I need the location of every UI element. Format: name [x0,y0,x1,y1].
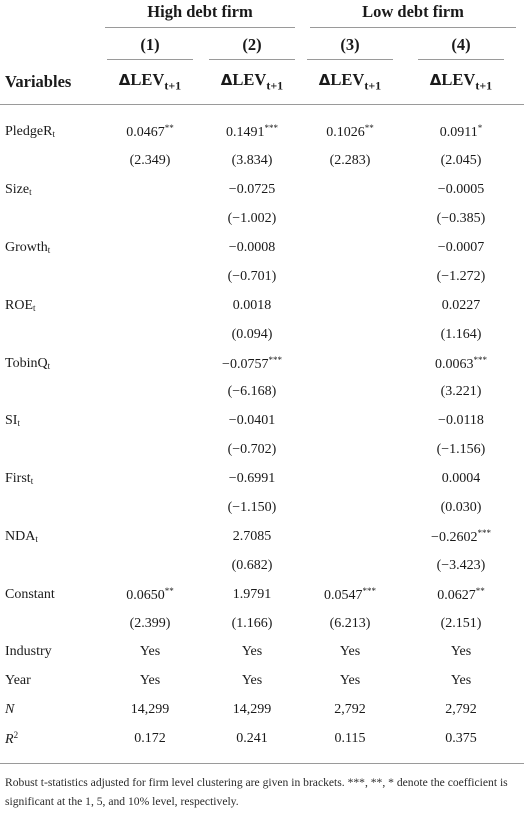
cell-value: 0.0018 [232,297,272,313]
value-cell [98,551,202,580]
value-cell [202,696,302,725]
value-cell [98,118,202,147]
variable-subscript: t [29,187,32,198]
table-row [0,494,524,523]
table-row [0,205,524,234]
cell-value: 14,299 [130,702,170,718]
value-cell [202,580,302,609]
cell-value: Yes [139,644,161,660]
variable-name-cell [0,609,98,638]
variable-subscript: t [47,360,51,371]
dependent-variable-4: $\Delta LEV_{t+1}$ [398,60,524,105]
cell-value: −0.0008 [228,240,276,255]
variable-name-cell [0,696,98,725]
dependent-variable-2: $\Delta LEV_{t+1}$ [202,60,302,105]
table-row [0,234,524,263]
table-row [0,320,524,349]
cell-value: (2.349) [129,153,171,169]
cell-value: 0.0227 [441,297,481,313]
cell-value: (−1.272) [436,268,486,284]
value-cell [98,465,202,494]
value-cell [302,667,398,696]
cell-value: −0.2602 [431,529,478,545]
cell-value: 0.0911 [439,125,478,141]
cell-value: Yes [241,673,263,689]
variable-subscript: t [33,302,36,313]
value-cell [398,638,524,667]
variable-name: PledgeR [5,124,53,140]
variable-subscript: t [17,418,20,429]
cell-value: 14,299 [232,702,272,718]
table-spacer [0,105,524,119]
value-cell [202,725,302,754]
cell-value: 0.1026 [326,125,365,141]
cell-value: −0.0005 [437,182,485,198]
value-cell [398,262,524,291]
table-row [0,638,524,667]
variable-name: Constant [5,586,55,602]
variable-name: R [5,732,14,748]
value-cell [398,494,524,523]
variable-name: TobinQ [5,355,48,371]
cell-value: (−0.701) [227,268,277,284]
variable-name: Growth [5,240,48,255]
value-cell [398,349,524,378]
cell-value: Yes [339,644,361,660]
cell-value: 2,792 [445,702,477,718]
value-cell [98,262,202,291]
cell-value: 0.0004 [441,471,481,487]
value-cell [202,638,302,667]
group-label-low-debt: Low debt firm [310,2,516,28]
table-bottom-rule [0,754,524,764]
value-cell [202,522,302,551]
value-cell [398,234,524,263]
value-cell [398,407,524,436]
table-row [0,580,524,609]
value-cell [202,407,302,436]
cell-value: −0.0007 [437,240,485,255]
significance-stars: ** [164,585,174,596]
dependent-variable-3: $\Delta LEV_{t+1}$ [302,60,398,105]
cell-value: −0.0757 [222,356,269,372]
value-cell [398,118,524,147]
value-cell [202,262,302,291]
value-cell [98,638,202,667]
variable-name: First [5,471,31,487]
cell-value: 0.115 [334,731,366,747]
cell-value: (3.221) [440,384,482,400]
value-cell [398,609,524,638]
cell-value: 0.0627 [437,587,476,603]
variable-name-cell [0,234,98,263]
cell-value: (−0.385) [436,211,486,227]
variable-name-cell [0,205,98,234]
value-cell [98,291,202,320]
cell-value: (3.834) [231,153,273,169]
cell-value: (2.151) [440,615,482,631]
value-cell [302,320,398,349]
cell-value: 0.0467 [126,125,165,141]
value-cell [302,291,398,320]
cell-value: 0.241 [236,731,268,747]
value-cell [98,205,202,234]
table-row [0,522,524,551]
column-number-1: (1) [98,30,202,60]
variable-name-cell [0,725,98,754]
value-cell [302,696,398,725]
significance-stars: *** [268,354,282,365]
value-cell [302,378,398,407]
value-cell [302,494,398,523]
value-cell [302,407,398,436]
cell-value: 0.375 [445,731,477,747]
value-cell [302,522,398,551]
table-body [0,105,524,764]
value-cell [98,667,202,696]
table-row [0,349,524,378]
value-cell [98,725,202,754]
table-row [0,291,524,320]
variable-name-cell [0,291,98,320]
cell-value: (2.283) [329,153,371,169]
value-cell [302,205,398,234]
value-cell [202,609,302,638]
value-cell [302,609,398,638]
table-row [0,667,524,696]
variable-name-cell [0,176,98,205]
variable-subscript: t [35,533,38,544]
value-cell [398,378,524,407]
value-cell [302,118,398,147]
value-cell [302,147,398,176]
value-cell [202,118,302,147]
cell-value: 0.0650 [126,587,165,603]
value-cell [202,349,302,378]
variable-name-cell [0,522,98,551]
significance-stars: * [477,123,483,134]
cell-value: (−0.702) [227,442,277,458]
value-cell [98,378,202,407]
value-cell [302,262,398,291]
table-row [0,147,524,176]
variable-name-cell [0,638,98,667]
cell-value: (0.094) [231,326,273,342]
variable-subscript: t [52,129,55,140]
table-row [0,262,524,291]
cell-value: 0.0547 [324,587,363,603]
column-number-row [0,30,524,60]
value-cell [202,320,302,349]
table-row [0,378,524,407]
cell-value: (0.682) [231,557,273,573]
table-row [0,725,524,754]
significance-stars: ** [164,123,174,134]
value-cell [302,725,398,754]
variable-name-cell [0,407,98,436]
table-row [0,407,524,436]
value-cell [398,465,524,494]
variable-name-cell [0,494,98,523]
cell-value: 0.0063 [435,356,474,372]
variable-name-cell [0,551,98,580]
table-footnote: Robust t-statistics adjusted for firm level clustering are given in brackets. ***, **, * denote the coefficient is significant at the 1, 5, and 10% level, respectively. [5,776,508,808]
cell-value: (−1.150) [227,500,277,516]
variable-name-cell [0,465,98,494]
value-cell [98,176,202,205]
cell-value: (6.213) [329,615,371,631]
significance-stars: *** [362,585,376,596]
cell-value: −0.6991 [228,471,276,487]
value-cell [398,205,524,234]
cell-value: 2.7085 [232,528,272,544]
cell-value: Yes [241,644,263,660]
value-cell [98,494,202,523]
variable-name-cell [0,667,98,696]
value-cell [98,580,202,609]
value-cell [302,465,398,494]
cell-value: 0.1491 [226,125,265,141]
variable-name: Industry [5,644,52,660]
value-cell [98,320,202,349]
variable-name-cell [0,147,98,176]
value-cell [398,522,524,551]
column-number-2: (2) [202,30,302,60]
cell-value: −0.0401 [228,413,276,429]
variable-superscript: 2 [13,730,19,741]
value-cell [202,378,302,407]
value-cell [398,291,524,320]
group-header-blank [0,0,98,30]
table-row [0,118,524,147]
cell-value: 1.9791 [232,586,272,602]
cell-value: (−1.002) [227,211,277,227]
value-cell [302,551,398,580]
table-row [0,609,524,638]
cell-value: Yes [139,673,161,689]
table-row [0,551,524,580]
variable-name: ROE [5,297,33,313]
value-cell [398,436,524,465]
value-cell [98,609,202,638]
value-cell [202,551,302,580]
value-cell [398,667,524,696]
dependent-variable-row [0,60,524,105]
significance-stars: ** [475,585,485,596]
value-cell [202,176,302,205]
variable-name-cell [0,349,98,378]
variable-name: N [5,702,15,718]
cell-value: (−6.168) [227,384,277,400]
value-cell [202,147,302,176]
column-number-4: (4) [398,30,524,60]
cell-value: Yes [450,673,472,689]
value-cell [302,638,398,667]
dependent-variable-1: $\Delta LEV_{t+1}$ [98,60,202,105]
value-cell [302,234,398,263]
variable-name-cell [0,262,98,291]
value-cell [398,176,524,205]
value-cell [302,349,398,378]
value-cell [98,522,202,551]
cell-value: 0.172 [134,731,166,747]
value-cell [202,494,302,523]
column-number-blank [0,30,98,60]
value-cell [98,436,202,465]
variable-name: Size [5,182,30,198]
variable-name: SI [5,413,18,429]
cell-value: Yes [450,644,472,660]
cell-value: (2.399) [129,615,171,631]
variable-name-cell [0,320,98,349]
variable-subscript: t [30,476,34,487]
variable-name-cell [0,436,98,465]
value-cell [202,234,302,263]
value-cell [398,580,524,609]
cell-value: (1.166) [231,615,273,631]
value-cell [202,465,302,494]
table-row [0,436,524,465]
significance-stars: *** [477,527,491,538]
variable-name-cell [0,580,98,609]
significance-stars: *** [264,123,278,134]
value-cell [398,725,524,754]
table-row [0,696,524,725]
cell-value: (−1.156) [436,442,486,458]
value-cell [302,436,398,465]
cell-value: −0.0118 [438,413,484,429]
variables-heading: Variables [0,60,98,105]
cell-value: −0.0725 [228,182,276,198]
value-cell [202,667,302,696]
value-cell [398,320,524,349]
significance-stars: *** [473,354,487,365]
cell-value: (−3.423) [436,557,486,573]
cell-value: Yes [339,673,361,689]
cell-value: (0.030) [440,500,482,516]
group-header-high-debt [98,0,302,30]
value-cell [98,234,202,263]
variable-name-cell [0,118,98,147]
value-cell [98,147,202,176]
variable-name: Year [5,673,31,689]
value-cell [202,291,302,320]
column-number-3: (3) [302,30,398,60]
variable-subscript: t [47,245,51,255]
value-cell [98,696,202,725]
value-cell [398,551,524,580]
cell-value: 2,792 [334,702,366,718]
value-cell [202,205,302,234]
cell-value: (1.164) [440,326,482,342]
significance-stars: ** [364,123,374,134]
value-cell [202,436,302,465]
group-header-low-debt [302,0,524,30]
variable-name: NDA [5,528,36,544]
value-cell [302,580,398,609]
table-row [0,465,524,494]
value-cell [98,407,202,436]
variable-name-cell [0,378,98,407]
cell-value: (2.045) [440,153,482,169]
value-cell [98,349,202,378]
group-label-high-debt: High debt firm [105,2,295,28]
table-row [0,176,524,205]
value-cell [398,147,524,176]
value-cell [398,696,524,725]
value-cell [302,176,398,205]
group-header-row [0,0,524,30]
